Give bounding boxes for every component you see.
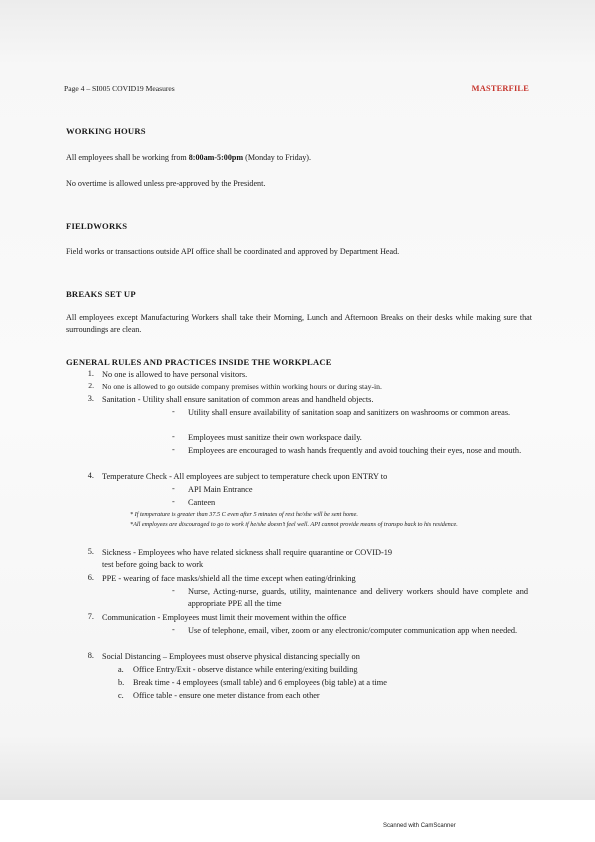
rule-ppe: PPE - wearing of face masks/shield all the time except when eating/drinking: [102, 574, 356, 583]
camscanner-watermark: Scanned with CamScanner: [383, 823, 456, 829]
dash-bullet: -: [172, 407, 175, 416]
rule-social-distancing: Social Distancing – Employees must observe physical distancing specially on: [102, 652, 360, 661]
masterfile-stamp: MASTERFILE: [471, 84, 529, 93]
rule-temperature-check: Temperature Check - All employees are subject to temperature check upon ENTRY to: [102, 472, 388, 481]
section-heading-fieldworks: FIELDWORKS: [66, 221, 128, 231]
overtime-paragraph: No overtime is allowed unless pre-approved by the President.: [66, 179, 266, 188]
section-heading-breaks: BREAKS SET UP: [66, 289, 136, 299]
dash-bullet: -: [172, 484, 175, 493]
dash-bullet: -: [172, 445, 175, 454]
temperature-canteen: Canteen: [188, 498, 216, 507]
working-hours-paragraph: [66, 152, 536, 164]
rule-sickness-continued: test before going back to work: [102, 560, 204, 569]
working-hours-days: (Monday to Friday).: [243, 153, 312, 162]
sanitation-sub-1: Utility shall ensure availability of sanitation soap and sanitizers on washrooms or common areas.: [188, 408, 511, 417]
breaks-paragraph: All employees except Manufacturing Workers shall take their Morning, Lunch and Afternoon Breaks on their desks while making sure that surroundings are clean.: [66, 313, 532, 334]
page-header-title: Page 4 – SI005 COVID19 Measures: [64, 84, 175, 93]
temperature-note-2: *All employees are discouraged to go to work if he/she doesn’t feel well. API cannot provide means of transpo back to his residence.: [130, 521, 458, 528]
ppe-sub-1: Nurse, Acting-nurse, guards, utility, maintenance and delivery workers should have complete and appropriate PPE all the time: [188, 587, 528, 609]
dash-bullet: -: [172, 586, 175, 595]
list-item-number: 2.: [88, 381, 94, 390]
sanitation-sub-2: Employees must sanitize their own workspace daily.: [188, 433, 362, 442]
fieldworks-paragraph: Field works or transactions outside API office shall be coordinated and approved by Department Head.: [66, 247, 400, 256]
rule-sickness: Sickness - Employees who have related sickness shall require quarantine or COVID-19: [102, 548, 393, 557]
communication-sub-1: Use of telephone, email, viber, zoom or any electronic/computer communication app when needed.: [188, 626, 518, 635]
dash-bullet: -: [172, 432, 175, 441]
sublist-label: c.: [118, 691, 124, 700]
list-item-number: 3.: [87, 394, 94, 403]
working-hours-text: All employees shall be working from: [66, 153, 189, 162]
temperature-note-1: * If temperature is greater than 37.5 C even after 5 minutes of rest he/she will be sent home.: [130, 511, 358, 518]
list-item-number: 6.: [87, 573, 94, 582]
section-heading-general-rules: GENERAL RULES AND PRACTICES INSIDE THE WORKPLACE: [66, 357, 332, 367]
section-heading-working-hours: WORKING HOURS: [66, 126, 146, 136]
page-header: [64, 84, 529, 96]
dash-bullet: -: [172, 497, 175, 506]
list-item-number: 8.: [87, 651, 94, 660]
working-hours-time: 8:00am-5:00pm: [188, 153, 244, 162]
list-item-number: 7.: [87, 612, 94, 621]
scanner-footer-strip: [0, 800, 595, 842]
dash-bullet: -: [172, 625, 175, 634]
temperature-main-entrance: API Main Entrance: [188, 485, 253, 494]
rule-sanitation: Sanitation - Utility shall ensure sanitation of common areas and handheld objects.: [102, 395, 374, 404]
sanitation-sub-3: Employees are encouraged to wash hands frequently and avoid touching their eyes, nose and mouth.: [188, 446, 522, 455]
rule-stay-in: No one is allowed to go outside company premises within working hours or during stay-in.: [102, 382, 382, 391]
rule-personal-visitors: No one is allowed to have personal visitors.: [102, 370, 248, 379]
distancing-office-table: Office table - ensure one meter distance from each other: [133, 691, 320, 700]
sublist-label: b.: [118, 678, 125, 687]
list-item-number: 1.: [87, 369, 94, 378]
list-item-number: 4.: [87, 471, 94, 480]
list-item-number: 5.: [87, 547, 94, 556]
sublist-label: a.: [118, 665, 124, 674]
rule-communication: Communication - Employees must limit their movement within the office: [102, 613, 347, 622]
distancing-break-time: Break time - 4 employees (small table) and 6 employees (big table) at a time: [133, 678, 387, 687]
distancing-office-entry: Office Entry/Exit - observe distance while entering/exiting building: [133, 665, 358, 674]
